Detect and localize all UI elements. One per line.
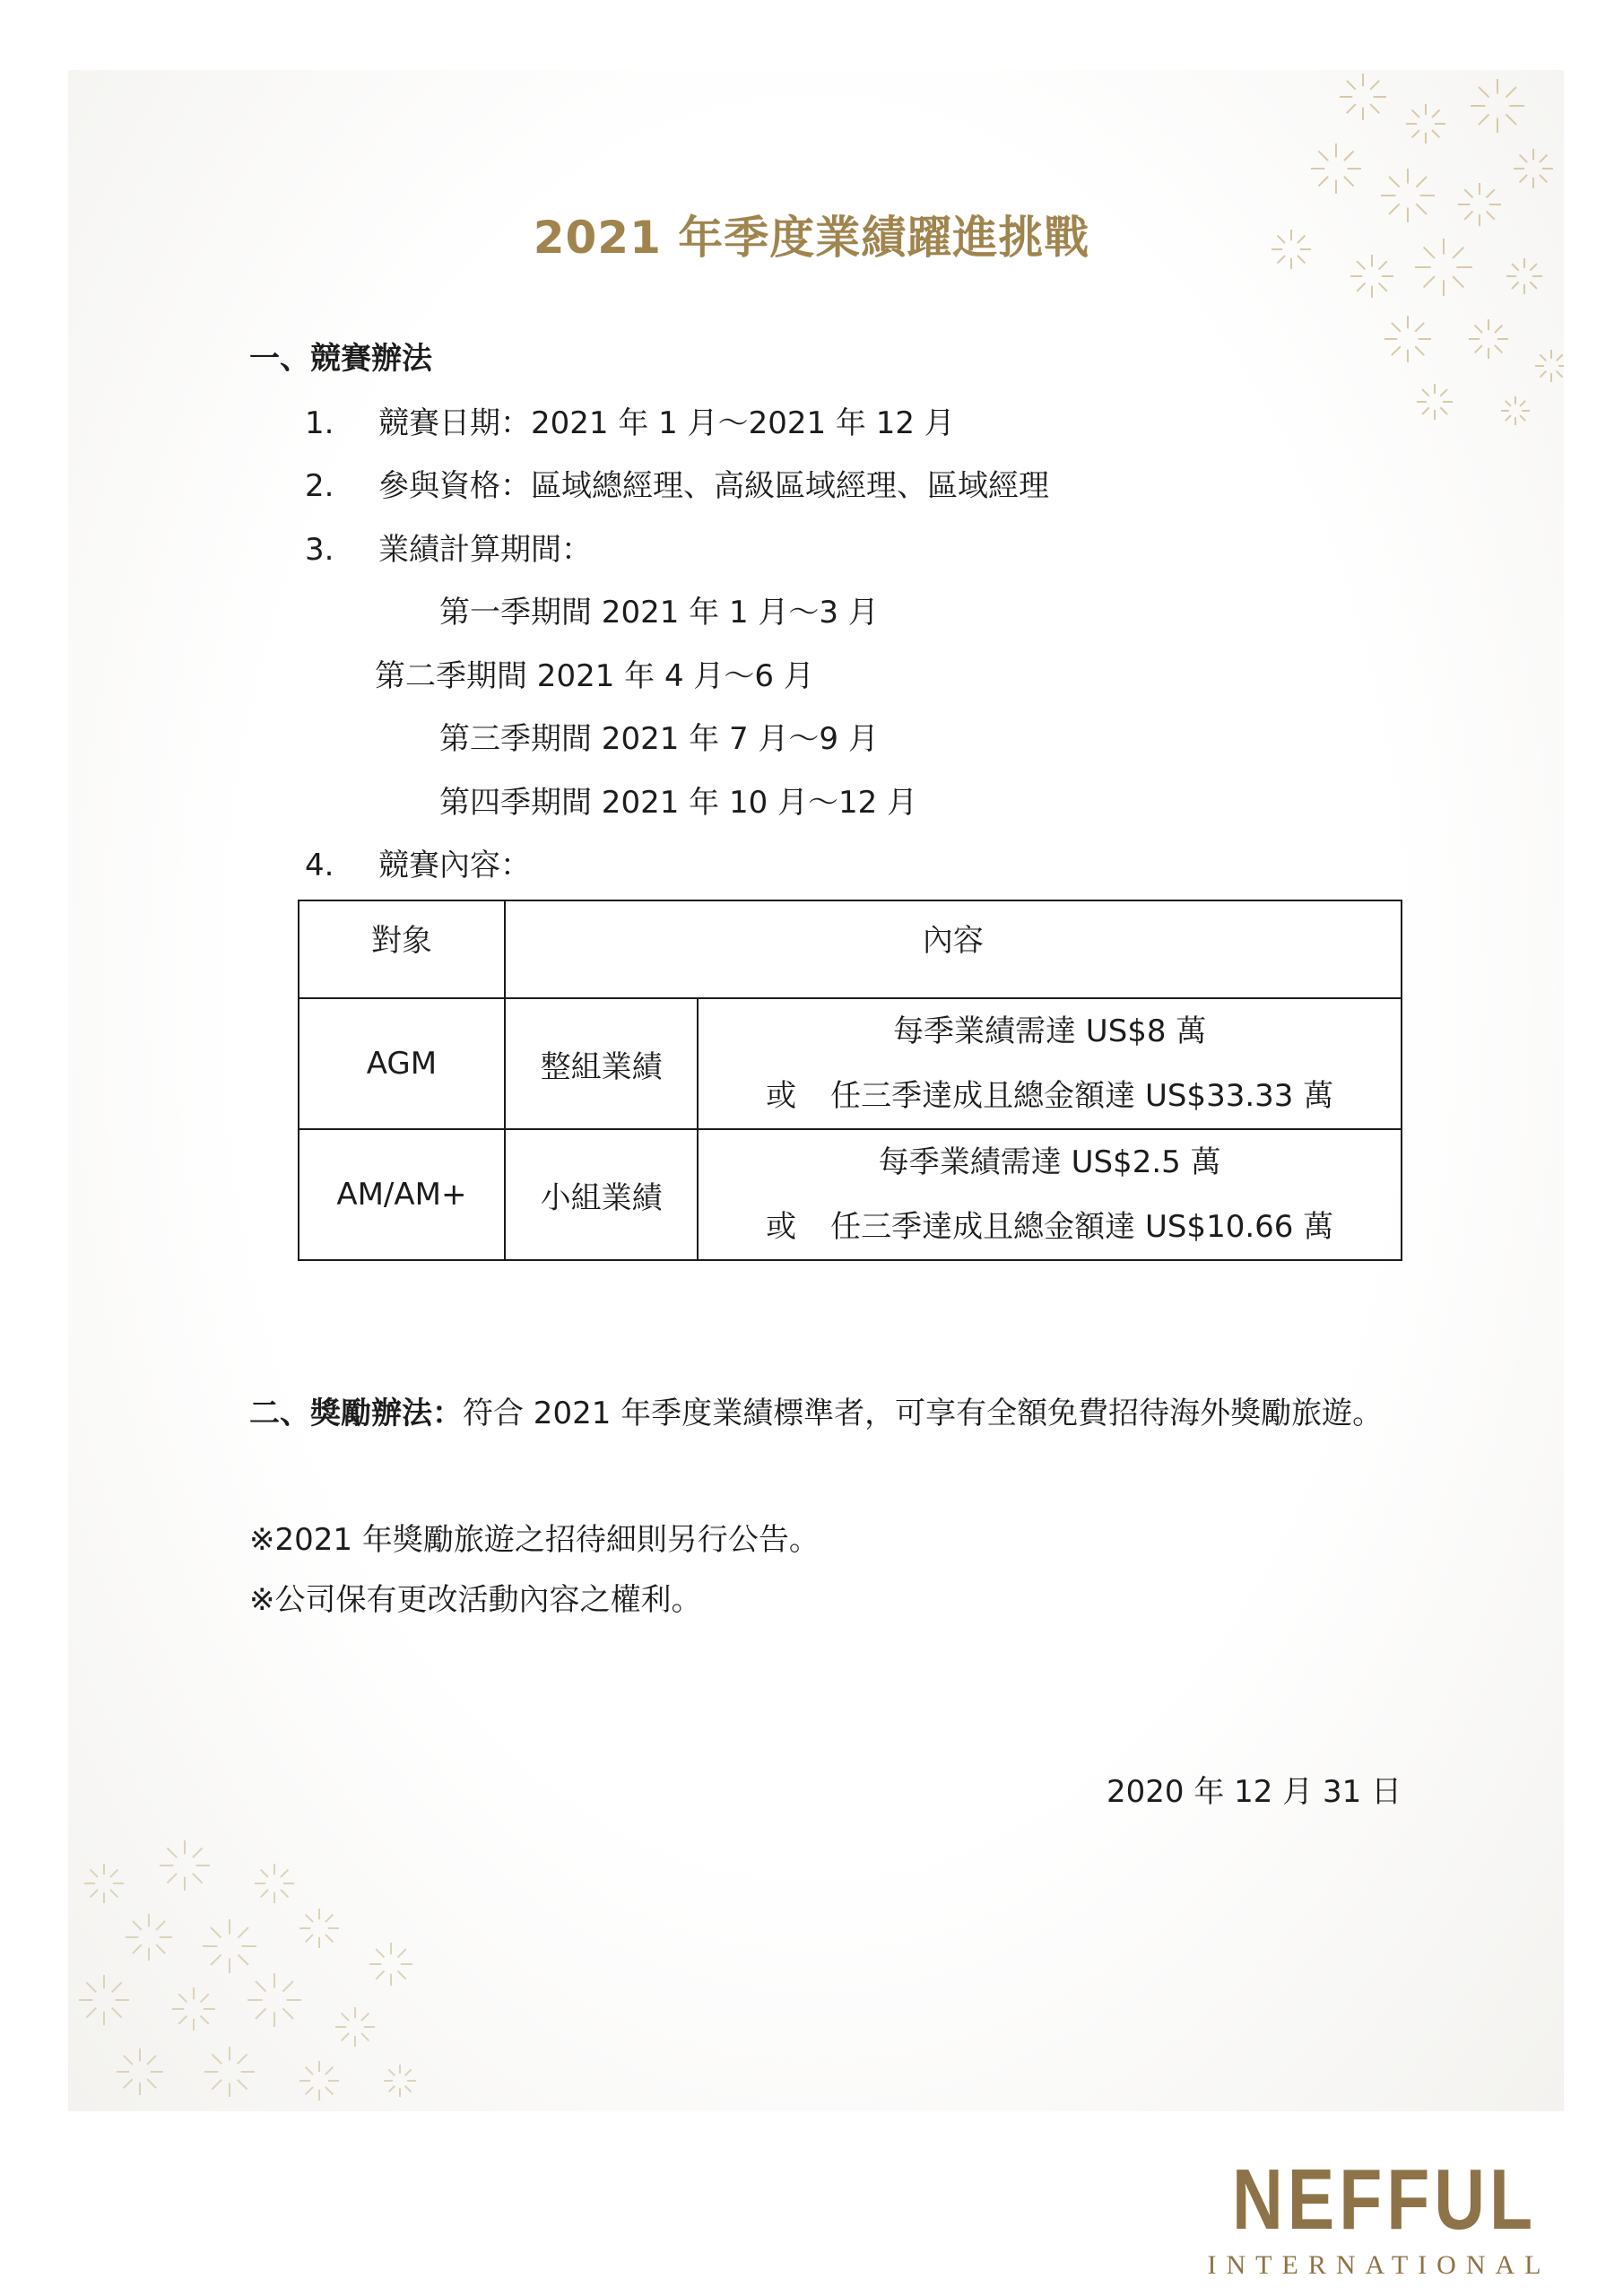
list-item bbox=[305, 532, 592, 569]
logo-wordmark: NEFFUL bbox=[1232, 2152, 1537, 2248]
section-2-text: 符合 2021 年季度業績標準者，可享有全額免費招待海外獎勵旅遊。 bbox=[463, 1396, 1384, 1431]
document-date: 2020 年 12 月 31 日 bbox=[1107, 1774, 1402, 1810]
note-1: ※2021 年獎勵旅遊之招待細則另行公告。 bbox=[249, 1522, 820, 1558]
list-text: 競賽內容： bbox=[378, 848, 531, 883]
list-text: 參與資格：區域總經理、高級區域經理、區域經理 bbox=[378, 468, 1049, 504]
list-number: 2. bbox=[305, 468, 334, 504]
list-number: 3. bbox=[305, 532, 334, 568]
section-1-heading: 一、競賽辦法 bbox=[249, 341, 432, 377]
row-line-1: 每季業績需達 US$8 萬 bbox=[893, 1013, 1207, 1049]
list-number: 1. bbox=[305, 405, 334, 441]
row-line-2-text: 任三季達成且總金額達 US$33.33 萬 bbox=[830, 1078, 1334, 1114]
logo-subtitle: INTERNATIONAL bbox=[1207, 2250, 1551, 2280]
section-2 bbox=[249, 1396, 1383, 1432]
list-text: 競賽日期：2021 年 1 月～2021 年 12 月 bbox=[378, 405, 955, 441]
or-label: 或 bbox=[766, 1078, 797, 1114]
list-item bbox=[305, 405, 955, 442]
period-q3: 第三季期間 2021 年 7 月～9 月 bbox=[439, 721, 879, 757]
contest-table bbox=[298, 900, 1402, 1261]
row-line-2-text: 任三季達成且總金額達 US$10.66 萬 bbox=[830, 1209, 1334, 1245]
row-line-2 bbox=[699, 1195, 1401, 1259]
row-type: 整組業績 bbox=[505, 998, 699, 1129]
list-number: 4. bbox=[305, 848, 334, 883]
list-text: 業績計算期間： bbox=[378, 532, 592, 568]
or-label: 或 bbox=[766, 1209, 797, 1245]
list-item bbox=[305, 468, 1049, 505]
table-row bbox=[299, 1129, 1402, 1260]
table-header-row bbox=[299, 900, 1402, 998]
table-row bbox=[299, 998, 1402, 1129]
row-content bbox=[698, 1129, 1402, 1260]
section-2-heading: 二、獎勵辦法： bbox=[249, 1396, 463, 1431]
period-q2: 第二季期間 2021 年 4 月～6 月 bbox=[375, 658, 814, 694]
note-2: ※公司保有更改活動內容之權利。 bbox=[249, 1582, 702, 1618]
nefful-logo bbox=[1200, 2152, 1558, 2281]
sparkle-decoration-bottom-left bbox=[68, 1830, 427, 2111]
row-target: AGM bbox=[299, 998, 505, 1129]
row-line-1: 每季業績需達 US$2.5 萬 bbox=[878, 1144, 1221, 1180]
row-content bbox=[698, 998, 1402, 1129]
row-line-2 bbox=[699, 1064, 1401, 1128]
row-type: 小組業績 bbox=[505, 1129, 699, 1260]
page-title: 2021 年季度業績躍進挑戰 bbox=[533, 212, 1090, 264]
header-target: 對象 bbox=[299, 900, 505, 998]
list-item bbox=[305, 848, 531, 884]
period-q4: 第四季期間 2021 年 10 月～12 月 bbox=[439, 785, 918, 821]
header-content: 內容 bbox=[505, 900, 1402, 998]
period-q1: 第一季期間 2021 年 1 月～3 月 bbox=[439, 595, 879, 631]
row-target: AM/AM+ bbox=[299, 1129, 505, 1260]
